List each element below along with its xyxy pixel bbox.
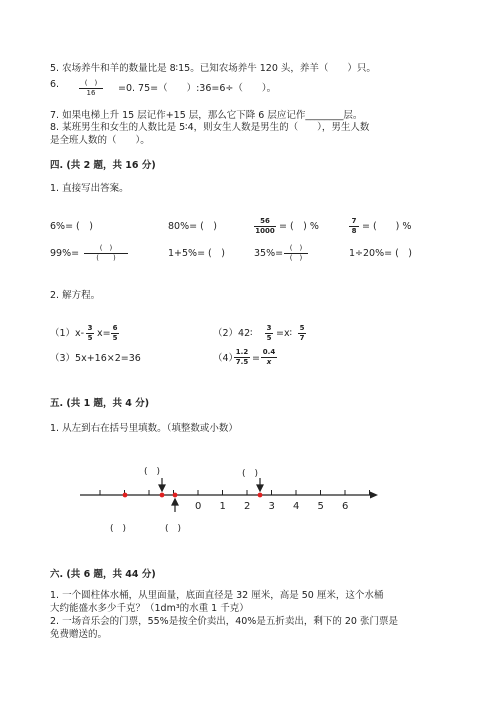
number-line-tick-label: 0 — [195, 501, 202, 512]
fraction-denominator: 8 — [351, 227, 357, 235]
calc-35-percent: 35%= — [254, 248, 284, 259]
equation-2-mid: =x∶ — [276, 328, 293, 339]
down-arrow-head — [257, 485, 263, 491]
number-line-tick-label: 3 — [268, 501, 275, 512]
number-line-tick-label: 6 — [342, 501, 349, 512]
fraction-numerator: 56 — [254, 217, 276, 227]
fraction-numerator: 3 — [266, 324, 272, 332]
number-line-point — [173, 493, 178, 498]
down-arrow-head — [159, 485, 165, 491]
section-6-q1-line2: 大约能盛水多少千克？（1dm³的水重 1 千克） — [50, 603, 249, 614]
up-arrow-head — [172, 499, 178, 505]
fraction-denominator: 5 — [266, 334, 272, 342]
fraction-numerator: ( ) — [84, 244, 128, 254]
question-5: 5. 农场养牛和羊的数量比是 8∶15。已知农场养牛 120 头，养羊（ ）只。 — [50, 63, 376, 74]
answer-blank-bottom-1[interactable]: ( ) — [110, 524, 127, 534]
section-4-title: 四. (共 2 题，共 16 分) — [50, 160, 156, 171]
question-6-rest: =0. 75=（ ）:36=6÷（ ）。 — [118, 83, 277, 94]
calc-1-plus-5-percent: 1+5%= ( ) — [168, 248, 225, 259]
calc-6-percent: 6%= ( ) — [50, 221, 93, 232]
fraction-numerator: ( ) — [79, 79, 103, 89]
fraction-denominator: 7.5 — [235, 358, 249, 366]
question-8-line2: 是全班人数的（ ）。 — [50, 135, 150, 146]
fraction-numerator: 6 — [112, 324, 118, 332]
number-line-arrowhead — [370, 492, 378, 499]
equation-4-mid: = — [252, 353, 260, 364]
question-7: 7. 如果电梯上升 15 层记作+15 层，那么它下降 6 层应记作________层。 — [50, 110, 363, 121]
fraction-numerator: ( ) — [284, 244, 308, 254]
section-6-title: 六. (共 6 题，共 44 分) — [50, 569, 156, 580]
equation-1-mid: x= — [97, 328, 111, 339]
fraction-numerator: 0.4 — [262, 348, 276, 356]
number-line-point — [123, 493, 128, 498]
fraction-denominator: 5 — [112, 334, 118, 342]
section-6-q2-line2: 免费赠送的。 — [50, 629, 108, 640]
fraction-denominator: 16 — [86, 89, 96, 97]
number-line-tick-label: 4 — [293, 501, 300, 512]
number-line-ticks — [100, 490, 370, 495]
fraction-denominator: 1000 — [255, 227, 275, 235]
answer-blank-bottom-2[interactable]: ( ) — [165, 524, 182, 534]
equation-3: （3）5x+16×2=36 — [50, 353, 141, 364]
fraction-numerator: 7 — [349, 217, 359, 227]
question-8-line1: 8. 某班男生和女生的人数比是 5∶4，则女生人数是男生的（ ），男生人数 — [50, 122, 370, 133]
section-6-q1-line1: 1. 一个圆柱体水桶，从里面量，底面直径是 32 厘米，高是 50 厘米，这个水桶 — [50, 590, 384, 601]
number-line-tick-label: 1 — [219, 501, 226, 512]
calc-56-rest: = ( ) % — [279, 221, 319, 232]
section-5-q1: 1. 从左到右在括号里填数。（填整数或小数） — [50, 423, 238, 434]
calc-1-div-20-percent: 1÷20%= ( ) — [349, 248, 413, 259]
section-6-q2-line1: 2. 一场音乐会的门票，55%是按全价卖出，40%是五折卖出，剩下的 20 张门票是 — [50, 616, 398, 627]
number-line-tick-label: 5 — [317, 501, 324, 512]
section-4-q1-title: 1. 直接写出答案。 — [50, 183, 129, 194]
equation-2-prefix: （2）42∶ — [213, 328, 253, 339]
fraction-denominator: 5 — [87, 334, 93, 342]
answer-blank-top-2[interactable]: ( ) — [242, 469, 259, 479]
number-line-point — [258, 493, 263, 498]
number-line-point — [160, 493, 165, 498]
section-5-title: 五. (共 1 题，共 4 分) — [50, 398, 150, 409]
calc-80-percent: 80%= ( ) — [168, 221, 218, 232]
fraction-numerator: 3 — [87, 324, 93, 332]
fraction-denominator: ( ) — [289, 254, 303, 262]
calc-99-percent: 99%= — [50, 248, 80, 259]
fraction-numerator: 5 — [299, 324, 305, 332]
fraction-denominator: 7 — [299, 334, 305, 342]
calc-7-8-rest: = ( ) % — [362, 221, 412, 232]
answer-blank-top-1[interactable]: ( ) — [144, 467, 161, 477]
fraction-numerator: 1.2 — [235, 348, 249, 356]
fraction-denominator: ( ) — [96, 254, 116, 262]
equation-1-prefix: （1）x- — [50, 328, 85, 339]
fraction-denominator: x — [266, 358, 272, 366]
number-line-tick-label: 2 — [244, 501, 251, 512]
section-4-q2-title: 2. 解方程。 — [50, 290, 101, 301]
question-6-number: 6. — [50, 79, 60, 90]
equation-4-prefix: （4） — [213, 353, 239, 364]
